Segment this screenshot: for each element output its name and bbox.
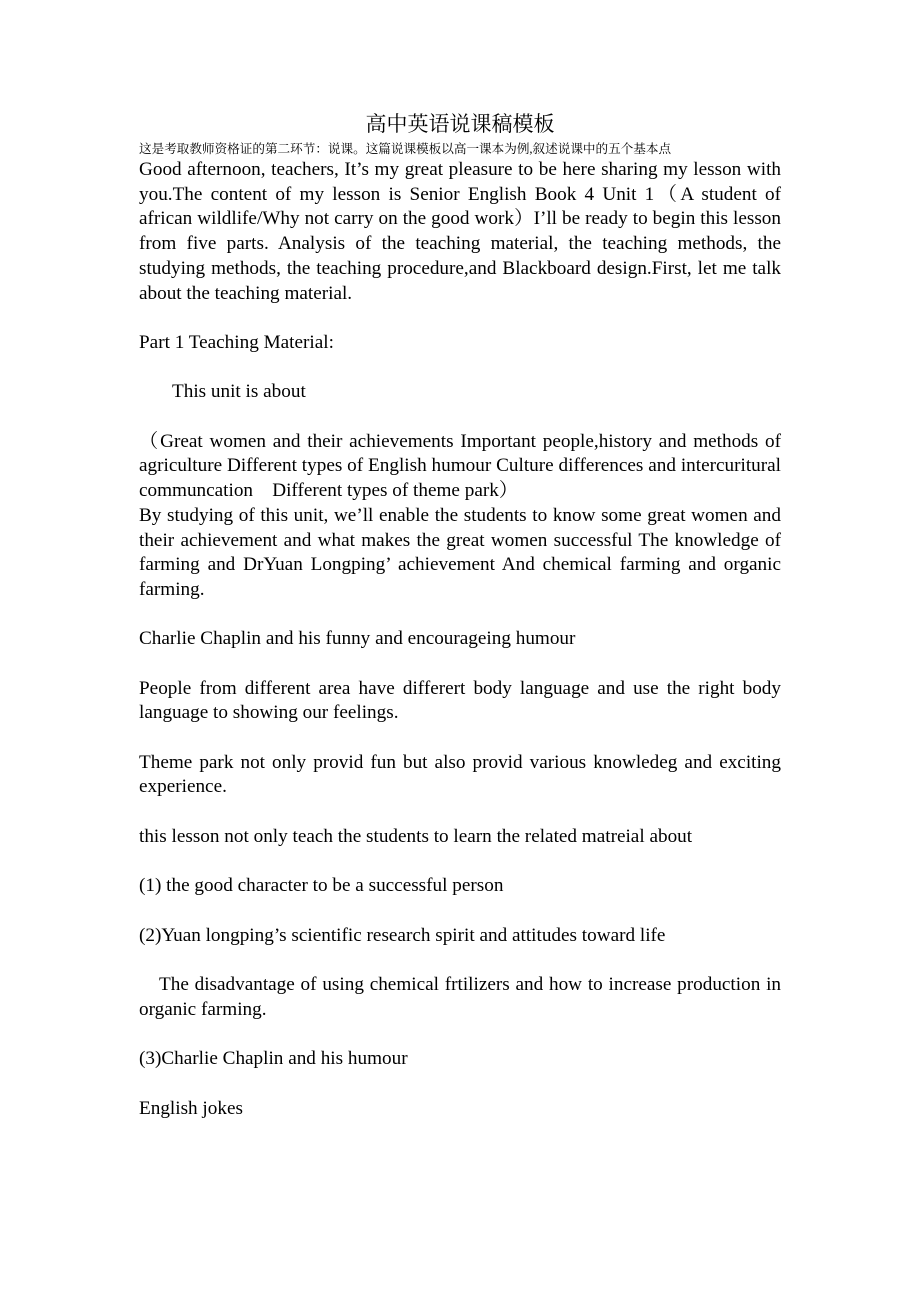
spacer (139, 948, 781, 973)
document-subtitle: 这是考取教师资格证的第二环节：说课。这篇说课模板以高一课本为例,叙述说课中的五个基本点 (139, 142, 672, 156)
body-language-paragraph: People from different area have differert body language and use the right body language to showing our feelings. (139, 677, 781, 724)
spacer (139, 405, 781, 430)
spacer (139, 850, 781, 875)
list-item-2: (2)Yuan longping’s scientific research spirit and attitudes toward life (139, 924, 666, 946)
list-item-1: (1) the good character to be a successful person (139, 875, 504, 897)
spacer (139, 800, 781, 825)
spacer (139, 652, 781, 677)
english-jokes-line: English jokes (139, 1097, 243, 1119)
spacer (139, 726, 781, 751)
spacer (139, 306, 781, 331)
chaplin-paragraph: Charlie Chaplin and his funny and encourageing humour (139, 628, 576, 650)
lesson-teach-paragraph: this lesson not only teach the students to learn the related matreial about (139, 825, 693, 847)
part1-heading: Part 1 Teaching Material: (139, 331, 334, 353)
list-item-3: (3)Charlie Chaplin and his humour (139, 1048, 408, 1070)
spacer (139, 899, 781, 924)
spacer (139, 603, 781, 628)
intro-paragraph: Good afternoon, teachers, It’s my great pleasure to be here sharing my lesson with you.The content of my lesson is Senior English Book 4 Unit 1（A student of african wildlife/Why not carry on the good work）I’ll be ready to begin this lesson from five parts. Analysis of the teaching material, the teaching methods, the studying methods, the teaching procedure,and Blackboard design.First, let me talk about the teaching material. (139, 159, 781, 304)
spacer (139, 356, 781, 381)
disadvantage-paragraph: The disadvantage of using chemical frtilizers and how to increase production in organic farming. (139, 974, 781, 1020)
unit-about-line: This unit is about (172, 381, 306, 403)
studying-paragraph: By studying of this unit, we’ll enable the students to know some great women and their achievement and what makes the great women successful The knowledge of farming and DrYuan Longping’ achievement And chemical farming and organic farming. (139, 504, 781, 600)
theme-park-paragraph: Theme park not only provid fun but also provid various knowledeg and exciting experience. (139, 751, 781, 798)
spacer (139, 1022, 781, 1047)
spacer (139, 1072, 781, 1097)
topics-paragraph: （Great women and their achievements Important people,history and methods of agriculture Different types of English humour Culture differences and intercuritural communcation Different types of theme park） (139, 430, 781, 502)
document-title: 高中英语说课稿模板 (365, 112, 555, 136)
